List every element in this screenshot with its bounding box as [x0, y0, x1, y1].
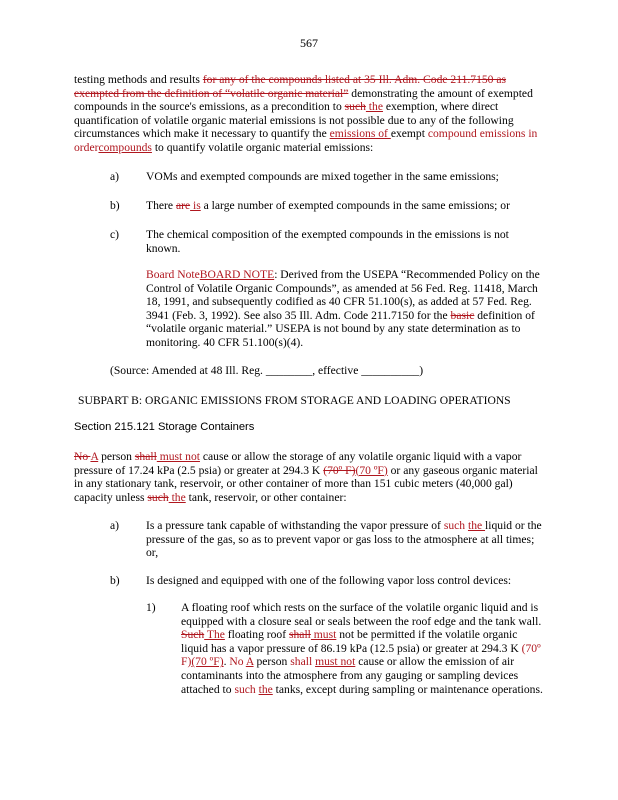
sub1-text-7: tanks, except during sampling or maintenance operations. [272, 682, 543, 696]
section-deletion-3: (70º F) [323, 463, 356, 477]
intro-text-5: to quantify volatile organic material emissions: [151, 140, 374, 154]
sub1-deletion-1: Such [181, 628, 205, 642]
section-insertion-2: must not [156, 450, 200, 463]
intro-insertion-3: emissions of [329, 127, 391, 141]
sub1-insertion-1: The [204, 628, 225, 642]
section-text-3: or any gaseous organic material in any stationary tank, reservoir, or other container of more than 151 cubic meters (40,000 gal) capacity unless [74, 463, 538, 504]
item-a-pre: VOMs and exempted compounds are mixed together in the same emissions; [146, 170, 499, 183]
board-note-text-2: definition of “volatile organic material.” USEPA is not bound by any state determination as to monitoring. 40 CFR 51.100(s)(4). [146, 308, 535, 349]
board-note-new-label: BOARD NOTE [199, 268, 275, 281]
item-label-b: b) [110, 199, 120, 212]
intro-text-1: testing methods and results [74, 73, 203, 86]
sub1-insertion-2: must [310, 628, 337, 642]
item-a-text [146, 170, 546, 184]
subpart-heading: SUBPART B: ORGANIC EMISSIONS FROM STORAGE AND LOADING OPERATIONS [78, 394, 511, 407]
section-deletion-2: shall [134, 450, 157, 463]
intro-text-2: demonstrating the amount of exempted compounds in the source's emissions, as a precondition to [74, 86, 533, 114]
item-b-pre: There [146, 199, 176, 212]
intro-text-3: exemption, where direct quantification of volatile organic material emissions is not possible due to any of the following circumstances which make it necessary to quantify the [74, 100, 514, 141]
section-text-1: person [98, 450, 135, 463]
source-note: (Source: Amended at 48 Ill. Reg. ________, effective __________) [110, 364, 424, 377]
section-insertion-4: the [168, 490, 186, 504]
item-b-text [146, 199, 546, 213]
sub1-text-1: A floating roof which rests on the surface of the volatile organic liquid and is equipped with a closure seal or seals between the roof edge and the tank wall. [181, 601, 542, 628]
sec-item-a-insertion: the [467, 519, 486, 532]
sec-item-a-red: such [443, 519, 468, 532]
intro-deletion-1: for any of the compounds listed at 35 Ill. Adm. Code 211.7150 as exempted from the definition of “volatile organic material” [74, 73, 507, 100]
sub-item-label-1: 1) [146, 601, 156, 614]
sec-item-a-pre: Is a pressure tank capable of withstanding the vapor pressure of [146, 519, 444, 532]
sec-item-label-b: b) [110, 574, 120, 587]
sub1-red-6: such [234, 682, 259, 696]
sub1-red-5: shall [290, 655, 316, 669]
sub1-insertion-4: A [245, 655, 254, 669]
item-c-text [146, 228, 540, 255]
sub-item-1-text [181, 601, 543, 696]
section-insertion-3: (70 ºF) [355, 463, 388, 477]
sub1-red-3: (70º F) [181, 641, 541, 669]
intro-text-4: exempt [390, 127, 428, 141]
intro-insertion-2: the [365, 100, 383, 114]
section-deletion-1: No [74, 450, 91, 463]
sub1-text-5: person [253, 655, 291, 669]
page-number: 567 [300, 36, 318, 50]
sub1-insertion-3: (70 ºF) [191, 655, 224, 669]
intro-red-4: compound emissions in order [74, 127, 538, 154]
sec-item-label-a: a) [110, 519, 120, 532]
section-body [74, 450, 546, 504]
item-b-post: a large number of exempted compounds in the same emissions; or [200, 199, 510, 212]
sub1-red-4: No [229, 655, 246, 669]
sub1-text-2: floating roof [224, 628, 289, 642]
sub1-insertion-5: must not [315, 655, 356, 669]
section-insertion-1: A [90, 450, 99, 463]
section-deletion-4: such [147, 490, 169, 504]
section-title: Section 215.121 Storage Containers [74, 421, 255, 433]
sec-item-a-text [146, 519, 546, 560]
item-label-a: a) [110, 170, 120, 183]
intro-paragraph [74, 73, 548, 155]
board-note-old-label: Board Note [146, 268, 200, 281]
board-note-text-1: : Derived from the USEPA “Recommended Policy on the Control of Volatile Organic Compounds”, as amended at 56 Fed. Reg. 11418, March 18, 1991, and subsequently codified as 40 CFR 51.100(s), as added at 57 Fed. Reg. 3941 (Feb. 3, 1992). See also 35 Ill. Adm. Code 211.7150 for the [146, 268, 540, 322]
sub1-insertion-6: the [258, 682, 273, 696]
sec-item-b-text: Is designed and equipped with one of the following vapor loss control devices: [146, 574, 512, 587]
intro-deletion-2: such [344, 100, 366, 114]
item-b-deletion: are [175, 199, 191, 212]
section-text-2: cause or allow the storage of any volatile organic liquid with a vapor pressure of 17.24 kPa (2.5 psia) or greater at 294.3 K [74, 450, 522, 477]
item-c-pre: The chemical composition of the exempted compounds in the emissions is not known. [146, 228, 509, 255]
sub1-text-6: cause or allow the emission of air contaminants into the atmosphere from any gauging or sampling devices attached to [181, 655, 519, 696]
item-label-c: c) [110, 228, 120, 241]
sec-item-a-post: liquid or the pressure of the gas, so as to prevent vapor or gas loss to the atmosphere at all times; or, [146, 519, 542, 560]
intro-insertion-4: compounds [98, 140, 152, 154]
sub1-text-4: . [223, 655, 230, 669]
sub1-text-3: not be permitted if the volatile organic liquid has a vapor pressure of 86.19 kPa (12.5 psia) or greater at 294.3 K [181, 628, 522, 655]
board-note [146, 268, 542, 350]
section-text-4: tank, reservoir, or other container: [185, 490, 347, 504]
board-note-deletion: basic [450, 308, 475, 322]
sub1-deletion-2: shall [288, 628, 311, 642]
item-b-insertion: is [190, 199, 201, 212]
